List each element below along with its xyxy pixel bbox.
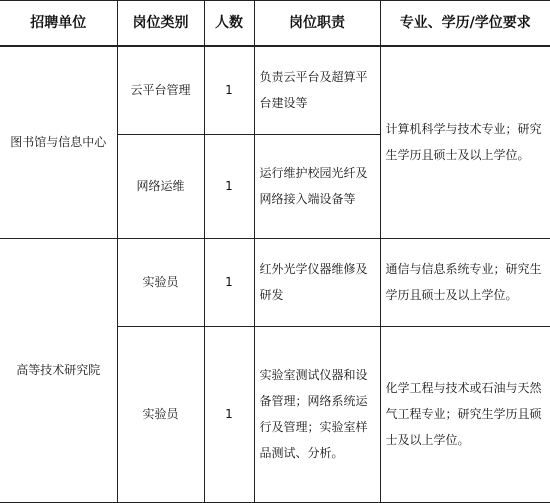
header-count: 人数 (204, 1, 254, 47)
category-cell: 云平台管理 (117, 46, 204, 134)
header-requirement: 专业、学历/学位要求 (380, 1, 550, 47)
duty-cell: 红外光学仪器维修及研发 (254, 238, 380, 326)
duty-cell: 实验室测试仪器和设备管理；网络系统运行及管理；实验室样品测试、分析。 (254, 326, 380, 502)
unit-name-cell: 图书馆与信息中心 (0, 46, 117, 238)
count-cell: 1 (204, 238, 254, 326)
requirement-cell: 化学工程与技术或石油与天然气工程专业；研究生学历且硕士及以上学位。 (380, 326, 550, 502)
table-row (0, 46, 550, 134)
category-cell: 实验员 (117, 238, 204, 326)
count-cell: 1 (204, 46, 254, 134)
header-unit: 招聘单位 (0, 1, 117, 47)
header-category: 岗位类别 (117, 1, 204, 47)
category-cell: 实验员 (117, 326, 204, 502)
requirement-cell: 计算机科学与技术专业；研究生学历且硕士及以上学位。 (380, 46, 550, 238)
unit-name-cell: 高等技术研究院 (0, 238, 117, 502)
count-cell: 1 (204, 134, 254, 238)
category-cell: 网络运维 (117, 134, 204, 238)
duty-cell: 负责云平台及超算平台建设等 (254, 46, 380, 134)
table-row (0, 238, 550, 326)
header-duty: 岗位职责 (254, 1, 380, 47)
duty-cell: 运行维护校园光纤及网络接入端设备等 (254, 134, 380, 238)
requirement-cell: 通信与信息系统专业；研究生学历且硕士及以上学位。 (380, 238, 550, 326)
table-header-row (0, 1, 550, 47)
count-cell: 1 (204, 326, 254, 502)
